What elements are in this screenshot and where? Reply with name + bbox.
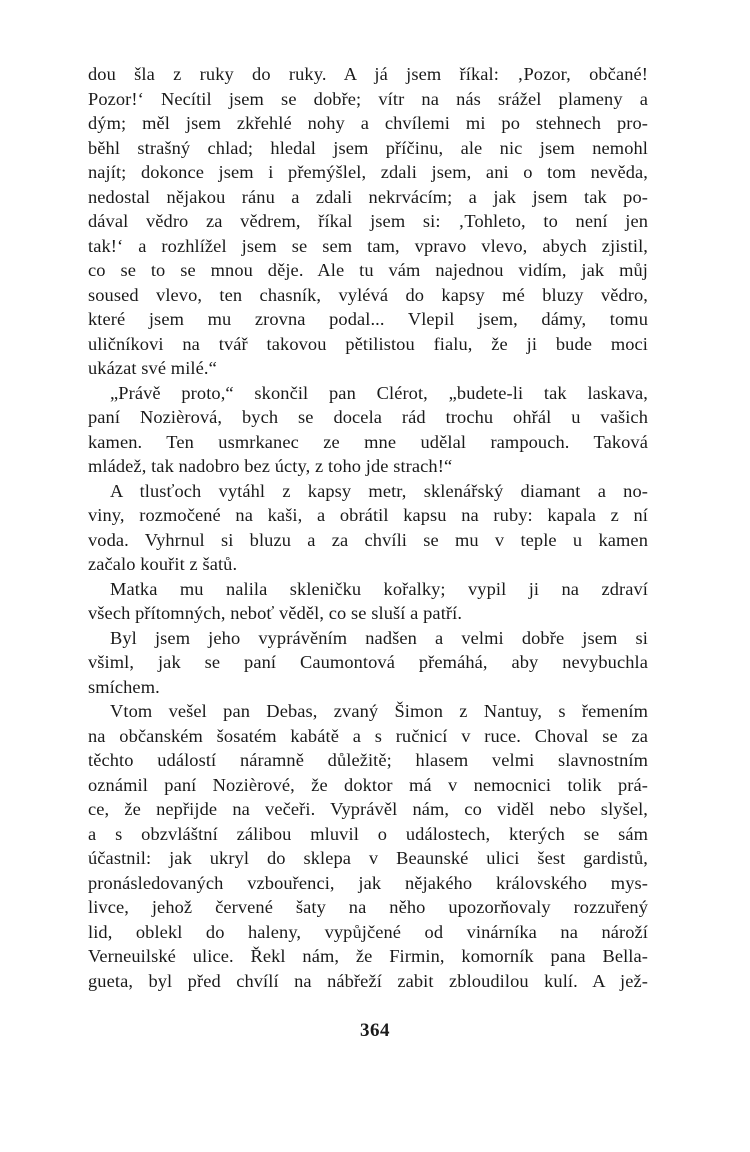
text-line: lid, oblekl do haleny, vypůjčené od vinárníka na nároží xyxy=(88,921,648,942)
paragraph-2 xyxy=(88,381,648,479)
page-body xyxy=(88,62,648,993)
paragraph-5 xyxy=(88,626,648,700)
text-line: na občanském šosatém kabátě a s ručnicí v ruce. Choval se za xyxy=(88,725,648,746)
text-line: Vtom vešel pan Debas, zvaný Šimon z Nantuy, s řemením xyxy=(110,701,648,721)
text-line: a s obzvláštní zálibou mluvil o událostech, kterých se sám xyxy=(88,823,648,844)
text-line: Byl jsem jeho vyprávěním nadšen a velmi dobře jsem si xyxy=(110,627,648,648)
text-line: oznámil paní Nozièrové, že doktor má v nemocnici tolik prá- xyxy=(88,774,648,795)
text-line: pronásledovaných vzbouřenci, jak nějakého královského mys- xyxy=(88,872,648,893)
text-line: smíchem. xyxy=(88,676,160,697)
text-line: všiml, jak se paní Caumontová přemáhá, aby nevybuchla xyxy=(88,652,648,672)
paragraph-6 xyxy=(88,699,648,993)
text-line: těchto událostí náramně důležitě; hlasem velmi slavnostním xyxy=(88,750,648,770)
text-line: nedostal nějakou ránu a zdali nekrvácím; a jak jsem tak po- xyxy=(88,186,648,207)
text-line: livce, jehož červené šaty na něho upozorňovaly rozzuřený xyxy=(88,897,648,917)
text-line: ukázat své milé.“ xyxy=(88,358,217,378)
text-line: co se to se mnou děje. Ale tu vám najednou vidím, jak můj xyxy=(88,260,648,280)
text-line: uličníkovi na tvář takovou pětilistou fialu, že ji bude moci xyxy=(88,333,648,354)
text-line: Verneuilské ulice. Řekl nám, že Firmin, komorník pana Bella- xyxy=(88,946,648,966)
text-line: ce, že nepřijde na večeři. Vyprávěl nám, co viděl nebo slyšel, xyxy=(88,799,648,819)
text-line: dával vědro za vědrem, říkal jsem si: ‚Tohleto, to není jen xyxy=(88,211,648,231)
text-line: kamen. Ten usmrkanec ze mne udělal rampouch. Taková xyxy=(88,431,648,452)
text-line: gueta, byl před chvílí na nábřeží zabit zbloudilou kulí. A jež- xyxy=(88,970,648,991)
text-line: tak!‘ a rozhlížel jsem se sem tam, vpravo vlevo, abych zjistil, xyxy=(88,235,648,256)
page-number: 364 xyxy=(360,1020,390,1041)
text-line: Pozor!‘ Necítil jsem se dobře; vítr na nás srážel plameny a xyxy=(88,88,648,109)
text-line: Matka mu nalila skleničku kořalky; vypil ji na zdraví xyxy=(110,578,648,599)
text-line: dým; měl jsem zkřehlé nohy a chvílemi mi po stehnech pro- xyxy=(88,113,648,133)
text-line: dou šla z ruky do ruky. A já jsem říkal: ‚Pozor, občané! xyxy=(88,64,648,84)
text-line: účastnil: jak ukryl do sklepa v Beaunské ulici šest gardistů, xyxy=(88,848,648,868)
text-line: které jsem mu zrovna podal... Vlepil jsem, dámy, tomu xyxy=(88,309,648,329)
text-line: najít; dokonce jsem i přemýšlel, zdali jsem, ani o tom nevěda, xyxy=(88,162,648,182)
text-line: všech přítomných, neboť věděl, co se sluší a patří. xyxy=(88,603,463,623)
text-line: začalo kouřit z šatů. xyxy=(88,554,238,574)
text-line: viny, rozmočené na kaši, a obrátil kapsu na ruby: kapala z ní xyxy=(88,505,648,525)
paragraph-3 xyxy=(88,479,648,577)
text-line: paní Nozièrová, bych se docela rád trochu ohřál u vašich xyxy=(88,407,648,427)
paragraph-4 xyxy=(88,577,648,626)
text-line: A tlusťoch vytáhl z kapsy metr, sklenářský diamant a no- xyxy=(110,480,648,501)
text-line: běhl strašný chlad; hledal jsem příčinu, ale nic jsem nemohl xyxy=(88,137,648,158)
text-line: „Právě proto,“ skončil pan Clérot, „budete-li tak laskava, xyxy=(110,382,648,403)
text-line: mládež, tak nadobro bez úcty, z toho jde strach!“ xyxy=(88,456,453,476)
text-line: soused vlevo, ten chasník, vylévá do kapsy mé bluzy vědro, xyxy=(88,284,648,305)
text-line: voda. Vyhrnul si bluzu a za chvíli se mu v teple u kamen xyxy=(88,529,648,550)
paragraph-1 xyxy=(88,62,648,381)
